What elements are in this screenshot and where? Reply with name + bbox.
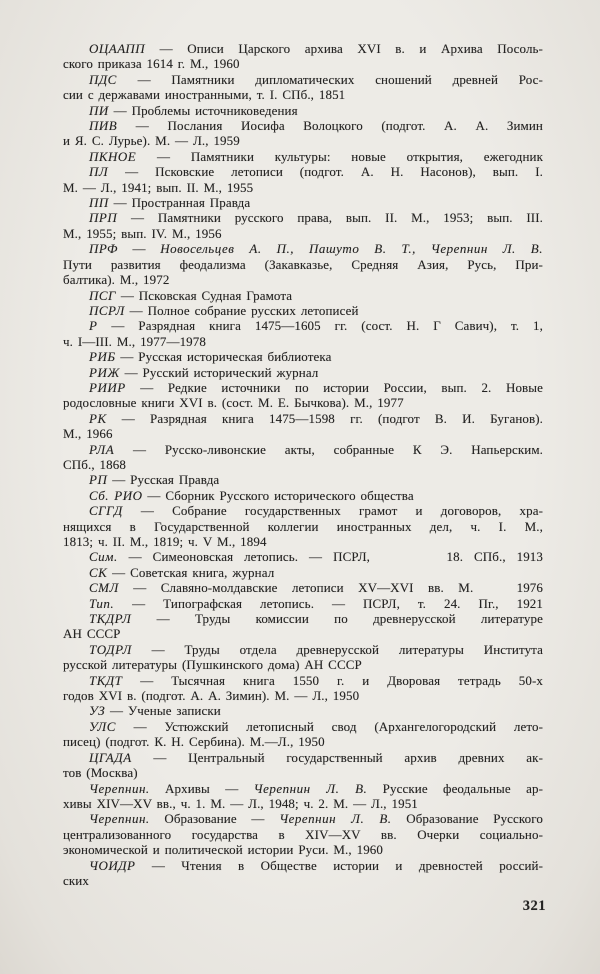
text-segment: 1976 [473, 580, 543, 596]
italic-text: РЛА [89, 441, 115, 457]
abbreviation-entry [63, 673, 543, 704]
text-line [63, 549, 543, 564]
abbreviation-entry [63, 503, 543, 549]
text-line [63, 257, 543, 272]
text-segment: М. — Л., 1941; вып. II. М., 1955 [63, 179, 254, 195]
text-segment: сии с державами иностранными, т. I. СПб., 1851 [63, 87, 346, 103]
text-line [63, 703, 543, 718]
italic-text: РП [89, 472, 108, 488]
text-segment: нящихся в Государственной коллегии иностранных дел, ч. I. М., [63, 518, 543, 534]
text-segment: — Собрание государственных грамот и договоров, хра- [122, 503, 543, 519]
text-segment: Образование — [149, 811, 280, 827]
abbreviation-entry [63, 442, 543, 473]
text-line [63, 611, 543, 626]
text-segment: русской литературы (Пушкинского дома) АН СССР [63, 657, 362, 673]
text-segment: М., 1955; вып. IV. М., 1956 [63, 225, 222, 241]
text-line [63, 195, 543, 210]
italic-text: Сб. РИО [89, 487, 143, 503]
italic-text: ОЦААПП [89, 41, 146, 56]
text-line [63, 827, 543, 842]
abbreviation-entry [63, 380, 543, 411]
italic-text: РИИР [89, 379, 126, 395]
text-line [63, 642, 543, 657]
text-line [63, 858, 543, 873]
italic-text: Черепнин Л. В. [279, 811, 392, 827]
text-line [63, 734, 543, 749]
text-line [63, 164, 543, 179]
text-line [63, 503, 543, 518]
abbreviation-entry [63, 303, 543, 318]
abbreviation-entry [63, 210, 543, 241]
text-segment: и Я. С. Лурье). М. — Л., 1959 [63, 133, 240, 149]
text-line [63, 365, 543, 380]
text-segment: балтика). М., 1972 [63, 272, 170, 288]
italic-text: Новосельцев А. П., Пашуто В. Т., Черепнин Л. В. [160, 241, 543, 257]
text-segment: — Редкие источники по истории России, вып. 2. Новые [125, 379, 543, 395]
text-segment: тов (Москва) [63, 765, 138, 781]
text-segment: — Пространная Правда [108, 195, 251, 211]
text-line [63, 580, 543, 595]
text-segment: — Русско-ливонские акты, собранные К Э. Напьерским. [114, 441, 543, 457]
italic-text: Черепнин Л. В. [253, 780, 368, 796]
text-segment: — Советская книга, журнал [107, 564, 275, 580]
abbreviation-entry [63, 703, 543, 718]
page-number: 321 [522, 898, 546, 914]
italic-text: ПСРЛ [89, 302, 125, 318]
text-segment: — Памятники русского права, вып. II. М., 1953; вып. III. [117, 210, 543, 226]
italic-text: Тип. [89, 595, 115, 611]
italic-text: СМЛ [89, 580, 119, 596]
text-line [63, 565, 543, 580]
text-segment: — Памятники дипломатических сношений древней Рос- [116, 71, 543, 87]
italic-text: ПП [89, 195, 109, 211]
text-line [63, 811, 543, 826]
abbreviation-entry [63, 164, 543, 195]
italic-text: ПСГ [89, 287, 116, 303]
abbreviation-list [63, 41, 543, 888]
italic-text: УЛС [89, 718, 116, 734]
text-line [63, 519, 543, 534]
text-segment: — Памятники культуры: новые открытия, ежегодник [136, 148, 543, 164]
italic-text: СГГД [89, 503, 123, 519]
italic-text: СК [89, 564, 108, 580]
text-segment: М., 1966 [63, 426, 113, 442]
abbreviation-entry [63, 41, 543, 72]
text-segment: — Послания Иосифа Волоцкого (подгот. А. А. Зимин [117, 118, 543, 134]
text-line [63, 457, 543, 472]
abbreviation-entry [63, 596, 543, 611]
abbreviation-entry [63, 858, 543, 889]
italic-text: Р [89, 318, 98, 334]
text-line [63, 873, 543, 888]
abbreviation-entry [63, 719, 543, 750]
text-line [63, 442, 543, 457]
text-line [63, 272, 543, 287]
text-line [63, 472, 543, 487]
abbreviation-entry [63, 318, 543, 349]
text-segment: — Ученые записки [105, 703, 221, 719]
text-segment: — Чтения в Обществе истории и древностей россий- [135, 857, 543, 873]
italic-text: ТКДРЛ [89, 611, 132, 627]
text-line [63, 688, 543, 703]
text-segment: годов XVI в. (подгот. А. А. Зимин). М. — Л., 1950 [63, 688, 360, 704]
italic-text: ЦГАДА [89, 749, 132, 765]
text-segment: ского приказа 1614 г. М., 1960 [63, 56, 240, 72]
text-segment: — Типографская летопись. — ПСРЛ, т. 24. Пг., 1921 [114, 595, 543, 611]
text-segment: экономической и политической истории Руси. М., 1960 [63, 842, 383, 858]
italic-text: ПДС [89, 71, 117, 87]
italic-text: РИБ [89, 349, 116, 365]
text-segment: — Полное собрание русских летописей [124, 302, 359, 318]
text-segment: — Русская Правда [107, 472, 220, 488]
abbreviation-entry [63, 72, 543, 103]
text-line [63, 72, 543, 87]
text-segment: — Описи Царского архива XVI в. и Архива Посоль- [145, 41, 543, 56]
text-line [63, 719, 543, 734]
text-line [63, 118, 543, 133]
italic-text: ЧОИДР [89, 857, 136, 873]
text-segment: — Труды отдела древнерусской литературы Института [131, 641, 543, 657]
text-segment: 18. СПб., 1913 [369, 549, 544, 565]
text-line [63, 426, 543, 441]
text-segment: — Псковские летописи (подгот. А. Н. Насонов), вып. I. [108, 164, 543, 180]
abbreviation-entry [63, 118, 543, 149]
text-line [63, 226, 543, 241]
abbreviation-entry [63, 149, 543, 164]
abbreviation-entry [63, 103, 543, 118]
text-segment: АН СССР [63, 626, 121, 642]
text-line [63, 534, 543, 549]
text-line [63, 673, 543, 688]
text-segment: — Русский исторический журнал [119, 364, 319, 380]
text-segment: — Симеоновская летопись. — ПСРЛ, [117, 549, 370, 565]
text-line [63, 180, 543, 195]
italic-text: ПИ [89, 102, 109, 118]
text-line [63, 349, 543, 364]
text-line [63, 380, 543, 395]
abbreviation-entry [63, 611, 543, 642]
text-line [63, 395, 543, 410]
text-line [63, 241, 543, 256]
abbreviation-entry [63, 195, 543, 210]
text-line [63, 103, 543, 118]
text-line [63, 303, 543, 318]
italic-text: ПРП [89, 210, 118, 226]
italic-text: ПРФ [89, 241, 118, 257]
text-line [63, 41, 543, 56]
text-segment: ских [63, 872, 89, 888]
text-segment: — Центральный государственный архив древних ак- [131, 749, 543, 765]
italic-text: РК [89, 410, 107, 426]
text-segment: централизованного государства в XIV—XV вв. Очерки социально- [63, 826, 543, 842]
text-segment: — Проблемы источниковедения [108, 102, 298, 118]
text-line [63, 781, 543, 796]
abbreviation-entry [63, 811, 543, 857]
italic-text: Сим. [89, 549, 118, 565]
text-line [63, 765, 543, 780]
text-segment: — Псковская Судная Грамота [115, 287, 293, 303]
italic-text: УЗ [89, 703, 106, 719]
abbreviation-entry [63, 750, 543, 781]
text-line [63, 796, 543, 811]
abbreviation-entry [63, 411, 543, 442]
text-segment: — Труды комиссии по древнерусской литературе [131, 611, 543, 627]
abbreviation-entry [63, 365, 543, 380]
italic-text: РИЖ [89, 364, 120, 380]
text-line [63, 626, 543, 641]
text-line [63, 210, 543, 225]
text-line [63, 334, 543, 349]
italic-text: ПИВ [89, 118, 118, 134]
abbreviation-entry [63, 565, 543, 580]
text-segment: СПб., 1868 [63, 456, 126, 472]
text-line [63, 750, 543, 765]
text-segment: 1813; ч. II. М., 1819; ч. V М., 1894 [63, 534, 267, 549]
text-segment: — Тысячная книга 1550 г. и Дворовая тетрадь 50-х [122, 672, 543, 688]
abbreviation-entry [63, 549, 543, 564]
abbreviation-entry [63, 488, 543, 503]
text-line [63, 842, 543, 857]
text-segment: родословные книги XVI в. (сост. М. Е. Бычкова). М., 1977 [63, 395, 404, 411]
text-line [63, 288, 543, 303]
abbreviation-entry [63, 288, 543, 303]
text-segment: писец) (подгот. К. Н. Сербина). М.—Л., 1950 [63, 734, 325, 750]
abbreviation-entry [63, 472, 543, 487]
italic-text: ТОДРЛ [89, 641, 132, 657]
abbreviation-entry [63, 349, 543, 364]
text-line [63, 411, 543, 426]
text-segment: — Русская историческая библиотека [115, 349, 332, 365]
italic-text: ПЛ [89, 164, 109, 180]
abbreviation-entry [63, 781, 543, 812]
text-line [63, 318, 543, 333]
italic-text: Черепнин. [89, 811, 150, 827]
text-line [63, 87, 543, 102]
text-segment: — Разрядная книга 1475—1598 гг. (подгот В. И. Буганов). [106, 410, 543, 426]
text-segment: — Сборник Русского исторического общества [142, 487, 414, 503]
text-segment: — [117, 241, 161, 257]
text-segment: — Славяно-молдавские летописи XV—XVI вв. М. [118, 580, 474, 596]
text-segment: хивы XIV—XV вв., ч. 1. М. — Л., 1948; ч. 2. М. — Л., 1951 [63, 795, 418, 811]
italic-text: ПКНОЕ [89, 148, 137, 164]
text-segment: ч. I—III. М., 1977—1978 [63, 333, 206, 349]
text-line [63, 488, 543, 503]
text-line [63, 133, 543, 148]
abbreviation-entry [63, 241, 543, 287]
text-line [63, 56, 543, 71]
text-segment: Архивы — [149, 780, 254, 796]
italic-text: Черепнин. [89, 780, 150, 796]
abbreviation-entry [63, 642, 543, 673]
text-line [63, 149, 543, 164]
text-line [63, 657, 543, 672]
text-segment: Образование Русского [391, 811, 543, 827]
italic-text: ТКДТ [89, 672, 123, 688]
text-segment: — Разрядная книга 1475—1605 гг. (сост. Н. Г Савич), т. 1, [97, 318, 543, 334]
text-segment: — Устюжский летописный свод (Архангелогородский лето- [115, 718, 543, 734]
text-segment: Пути развития феодализма (Закавказье, Средняя Азия, Русь, При- [63, 256, 543, 272]
abbreviation-entry [63, 580, 543, 595]
text-segment: Русские феодальные ар- [367, 780, 543, 796]
text-line [63, 596, 543, 611]
